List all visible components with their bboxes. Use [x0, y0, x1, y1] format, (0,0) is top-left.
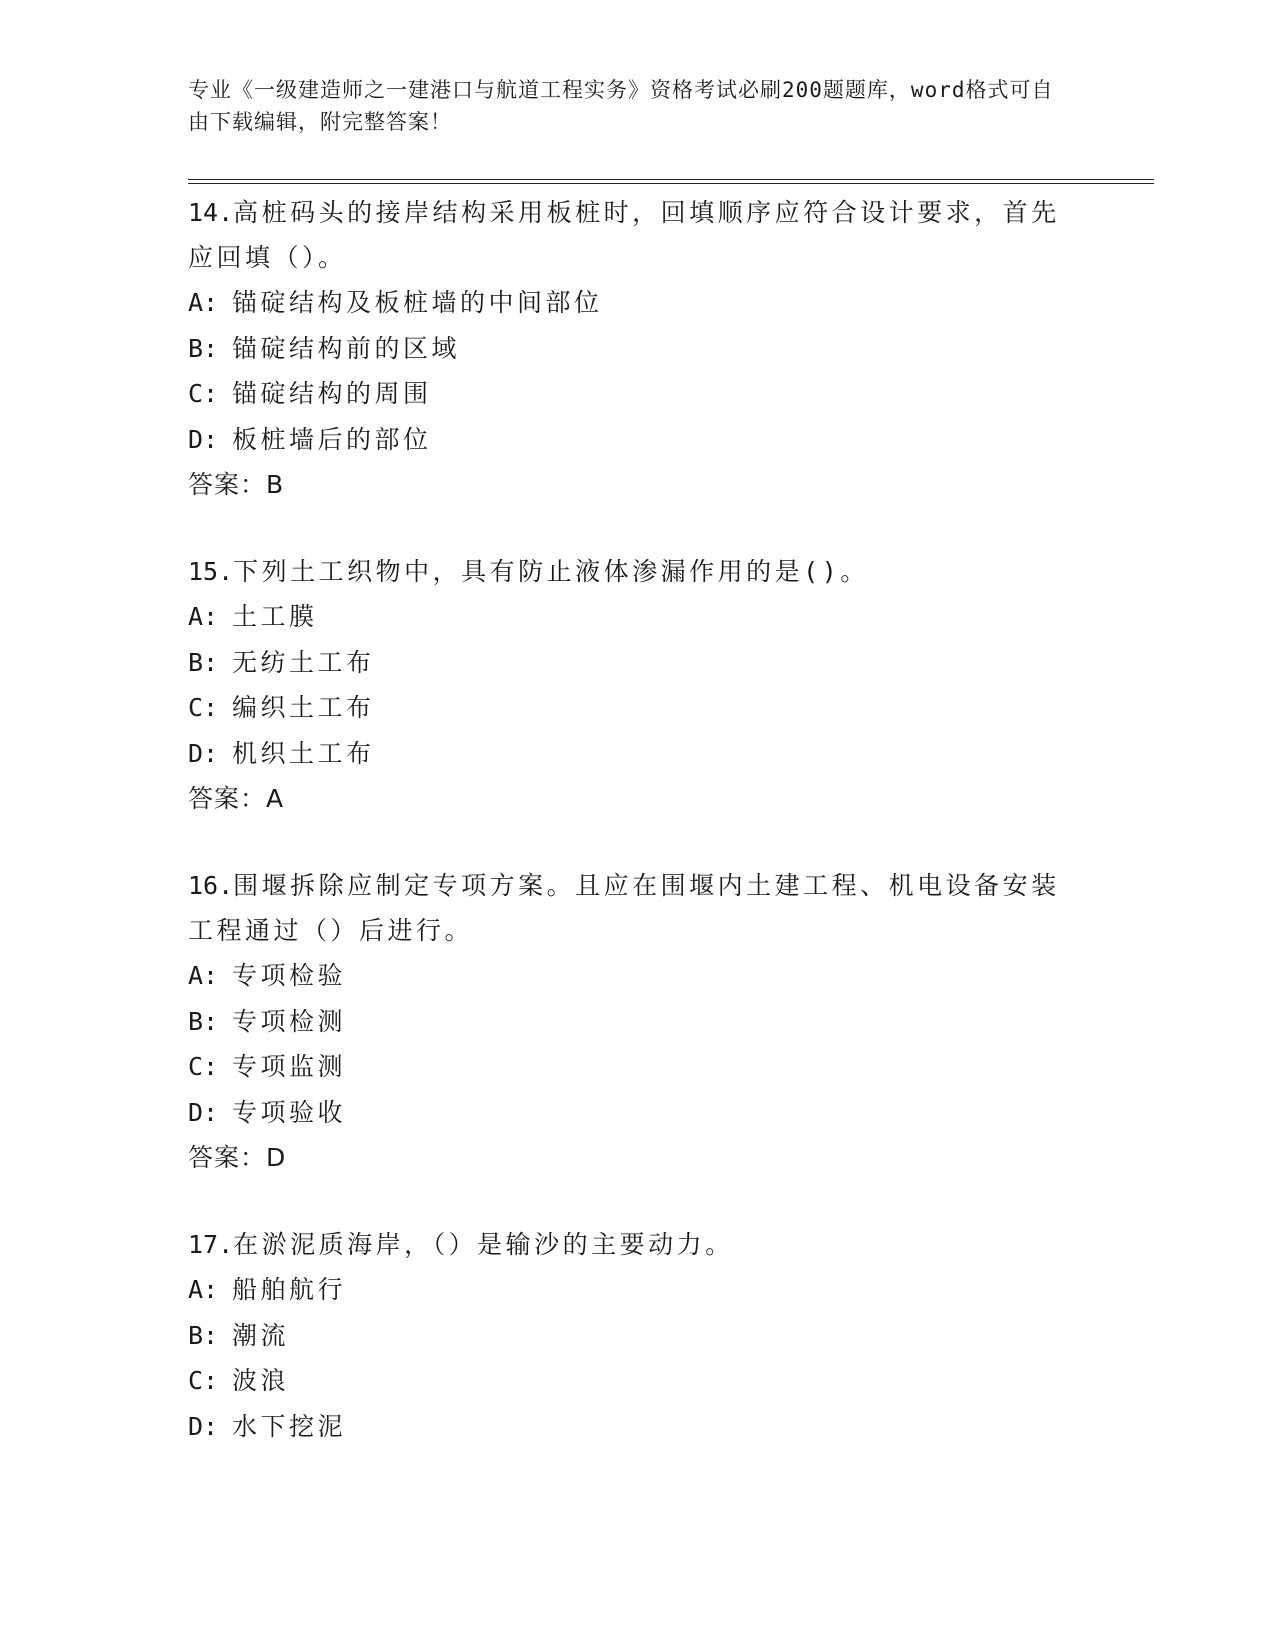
option-a [188, 594, 1088, 640]
option-text: 水下挖泥 [232, 1411, 347, 1441]
option-text: 土工膜 [232, 602, 318, 631]
option-a [188, 953, 1088, 999]
option-letter: B: [188, 333, 219, 363]
option-a [188, 280, 1088, 326]
option-letter: D: [188, 1411, 219, 1441]
question-stem [188, 863, 1088, 953]
question-stem [188, 1222, 1088, 1267]
answer-line: 答案：B [188, 470, 285, 499]
option-letter: C: [188, 1052, 219, 1081]
answer-line: 答案：A [188, 784, 285, 813]
question-number: 15. [188, 557, 234, 586]
option-letter: D: [188, 738, 219, 768]
question-15 [188, 549, 1088, 821]
option-c [188, 1358, 1088, 1404]
option-b [188, 326, 1088, 372]
option-text: 专项检验 [232, 961, 347, 990]
option-c [188, 1044, 1088, 1090]
option-letter: D: [188, 424, 219, 454]
question-text: 围堰拆除应制定专项方案。且应在围堰内土建工程、机电设备安装工程通过（）后进行。 [188, 871, 1060, 945]
option-letter: A: [188, 288, 219, 317]
question-stem [188, 190, 1088, 280]
question-text: 在淤泥质海岸，（）是输沙的主要动力。 [233, 1230, 734, 1259]
option-letter: B: [188, 647, 219, 677]
option-letter: B: [188, 1320, 219, 1350]
option-text: 锚碇结构的周围 [232, 379, 432, 408]
option-letter: C: [188, 693, 219, 722]
header-divider-bottom [188, 183, 1154, 184]
option-text: 专项检测 [232, 1006, 347, 1036]
question-list [188, 190, 1088, 1491]
option-letter: D: [188, 1097, 219, 1127]
answer-line: 答案：D [188, 1143, 287, 1172]
option-b [188, 999, 1088, 1045]
option-d [188, 731, 1088, 777]
option-letter: C: [188, 1366, 219, 1395]
option-d [188, 1090, 1088, 1136]
option-text: 专项验收 [232, 1097, 347, 1127]
document-header: 专业《一级建造师之一建港口与航道工程实务》资格考试必刷200题题库，word格式可自由下载编辑，附完整答案！ [188, 78, 1054, 134]
option-d [188, 417, 1088, 463]
option-text: 无纺土工布 [232, 647, 375, 677]
question-number: 16. [188, 871, 234, 900]
option-d [188, 1404, 1088, 1450]
option-text: 锚碇结构前的区域 [232, 333, 461, 363]
option-text: 机织土工布 [232, 738, 375, 768]
option-text: 波浪 [232, 1366, 290, 1395]
option-letter: B: [188, 1006, 219, 1036]
option-a [188, 1267, 1088, 1313]
question-text: 高桩码头的接岸结构采用板桩时，回填顺序应符合设计要求，首先应回填（）。 [188, 198, 1060, 272]
header-divider-top [188, 179, 1154, 180]
question-text: 下列土工织物中，具有防止液体渗漏作用的是()。 [233, 557, 869, 586]
question-16 [188, 863, 1088, 1180]
option-letter: A: [188, 961, 219, 990]
option-b [188, 640, 1088, 686]
option-c [188, 685, 1088, 731]
question-number: 17. [188, 1230, 234, 1259]
option-c [188, 371, 1088, 417]
option-letter: C: [188, 379, 219, 408]
option-text: 编织土工布 [232, 693, 375, 722]
option-text: 潮流 [232, 1320, 290, 1350]
option-text: 船舶航行 [232, 1275, 347, 1304]
option-text: 锚碇结构及板桩墙的中间部位 [232, 288, 603, 317]
option-text: 板桩墙后的部位 [232, 424, 432, 454]
option-b [188, 1313, 1088, 1359]
option-letter: A: [188, 1275, 219, 1304]
question-number: 14. [188, 198, 234, 227]
question-stem [188, 549, 1088, 594]
option-letter: A: [188, 602, 219, 631]
option-text: 专项监测 [232, 1052, 347, 1081]
question-17 [188, 1222, 1088, 1449]
question-14 [188, 190, 1088, 507]
